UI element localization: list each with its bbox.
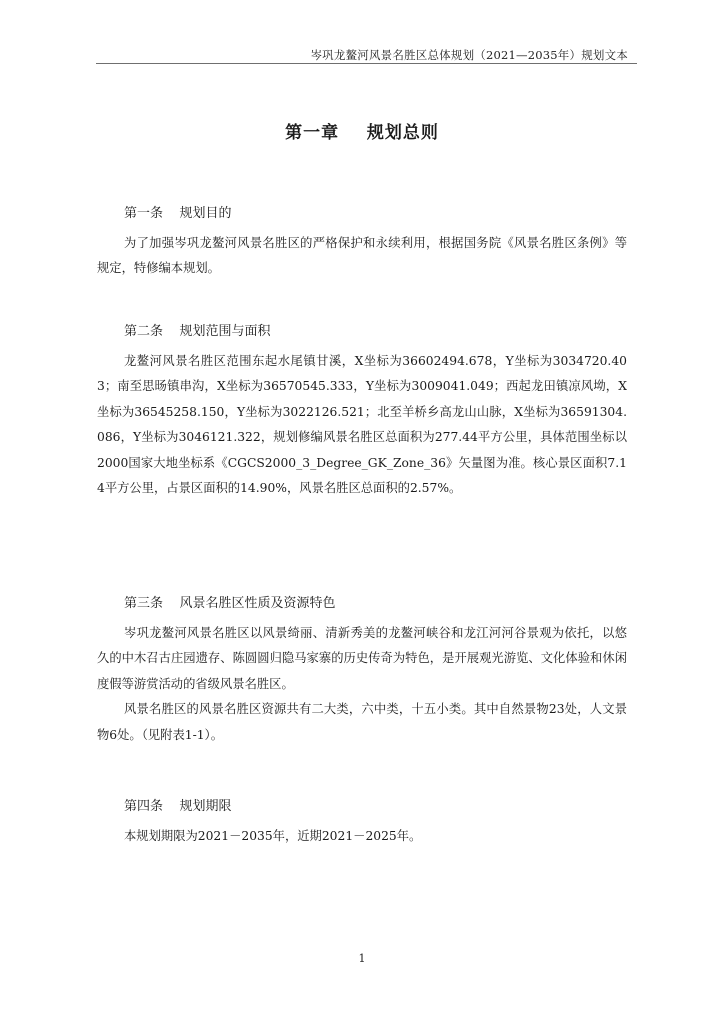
page-number: 1 <box>358 952 366 965</box>
article-title: 第三条 风景名胜区性质及资源特色 <box>124 596 336 611</box>
article-1 <box>97 202 627 282</box>
article-2 <box>97 320 627 501</box>
article-title: 第四条 规划期限 <box>124 799 232 814</box>
chapter-title: 第一章 规划总则 <box>285 123 439 143</box>
header-rule <box>96 63 637 64</box>
article-paragraph: 本规划期限为2021－2035年，近期2021－2025年。 <box>124 829 422 843</box>
article-paragraph: 岑巩龙鳌河风景名胜区以风景绮丽、清新秀美的龙鳌河峡谷和龙江河河谷景观为依托，以悠久的中木召古庄园遗存、陈圆圆归隐马家寨的历史传奇为特色，是开展观光游览、文化体验和休闲度假等游赏活动的省级风景名胜区。 <box>97 626 627 691</box>
article-paragraph: 龙鳌河风景名胜区范围东起水尾镇甘溪，X坐标为36602494.678，Y坐标为3034720.403；南至思旸镇串沟，X坐标为36570545.333，Y坐标为3009041.049；西起龙田镇凉风坳，X坐标为36545258.150，Y坐标为3022126.521；北至羊桥乡高龙山山脉，X坐标为36591304.086，Y坐标为3046121.322，规划修编风景名胜区总面积为277.44平方公里，具体范围坐标以2000国家大地坐标系《CGCS2000_3_Degree_GK_Zone_36》矢量图为准。核心景区面积7.14平方公里，占景区面积的14.90%，风景名胜区总面积的2.57%。 <box>97 354 627 496</box>
article-title: 第一条 规划目的 <box>124 206 232 221</box>
article-paragraph: 风景名胜区的风景名胜区资源共有二大类，六中类，十五小类。其中自然景物23处，人文景物6处。（见附表1-1）。 <box>97 702 627 742</box>
article-title: 第二条 规划范围与面积 <box>124 324 271 339</box>
article-4 <box>97 795 627 849</box>
article-paragraph: 为了加强岑巩龙鳌河风景名胜区的严格保护和永续利用，根据国务院《风景名胜区条例》等规定，特修编本规划。 <box>97 236 627 276</box>
running-header: 岑巩龙鳌河风景名胜区总体规划（2021—2035年）规划文本 <box>310 48 628 62</box>
article-3 <box>97 592 627 748</box>
